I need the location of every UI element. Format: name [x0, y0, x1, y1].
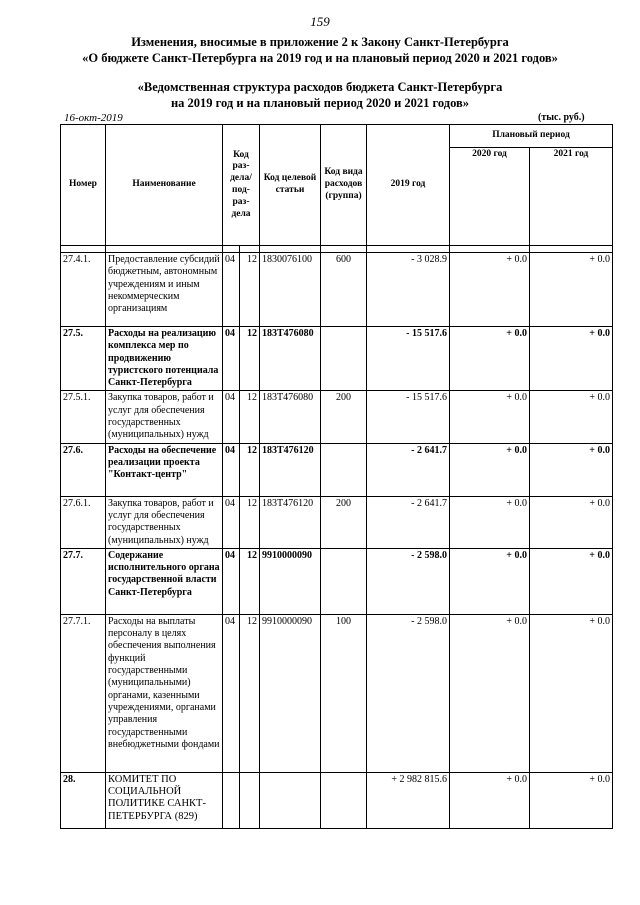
row-section: 04 — [223, 614, 240, 772]
header-number: Номер — [61, 125, 106, 246]
row-type — [321, 443, 367, 496]
table-row — [61, 253, 613, 327]
header-planned-period: Плановый период — [450, 125, 613, 148]
table-row — [61, 548, 613, 614]
row-number: 27.6. — [61, 443, 106, 496]
row-name: КОМИТЕТ ПО СОЦИАЛЬНОЙ ПОЛИТИКЕ САНКТ-ПЕТЕРБУРГА (829) — [106, 772, 223, 828]
row-section: 04 — [223, 391, 240, 443]
row-subsection: 12 — [240, 253, 260, 327]
row-2019: - 2 598.0 — [367, 548, 450, 614]
row-2020: + 0.0 — [450, 253, 530, 327]
row-type — [321, 327, 367, 391]
row-name: Расходы на реализацию комплекса мер по продвижению туристского потенциала Санкт-Петербурга — [106, 327, 223, 391]
row-type — [321, 548, 367, 614]
table-row — [61, 327, 613, 391]
subtitle-line-1: «Ведомственная структура расходов бюджета Санкт-Петербурга — [137, 80, 503, 94]
row-2020: + 0.0 — [450, 614, 530, 772]
row-target: 183Т476080 — [260, 327, 321, 391]
row-number: 27.5. — [61, 327, 106, 391]
row-name: Предоставление субсидий бюджетным, автономным учреждениям и иным некоммерческим организациям — [106, 253, 223, 327]
row-2021: + 0.0 — [530, 548, 613, 614]
row-name: Закупка товаров, работ и услуг для обеспечения государственных (муниципальных) нужд — [106, 391, 223, 443]
row-2021: + 0.0 — [530, 496, 613, 548]
row-type — [321, 772, 367, 828]
row-2020: + 0.0 — [450, 443, 530, 496]
row-type: 600 — [321, 253, 367, 327]
row-2020: + 0.0 — [450, 772, 530, 828]
row-name: Содержание исполнительного органа государственной власти Санкт-Петербурга — [106, 548, 223, 614]
row-2021: + 0.0 — [530, 614, 613, 772]
row-2020: + 0.0 — [450, 391, 530, 443]
row-name: Закупка товаров, работ и услуг для обеспечения государственных (муниципальных) нужд — [106, 496, 223, 548]
row-2020: + 0.0 — [450, 548, 530, 614]
subtitle-line-2: на 2019 год и на плановый период 2020 и 2021 годов» — [170, 96, 470, 110]
header-expense-type: Код вида расходов (группа) — [321, 125, 367, 246]
row-subsection: 12 — [240, 391, 260, 443]
row-number: 27.7. — [61, 548, 106, 614]
header-2019: 2019 год — [367, 125, 450, 246]
header-name: Наименование — [106, 125, 223, 246]
row-target: 1830076100 — [260, 253, 321, 327]
table-row — [61, 772, 613, 828]
row-section: 04 — [223, 548, 240, 614]
document-title — [0, 34, 640, 66]
row-subsection: 12 — [240, 327, 260, 391]
header-row — [61, 125, 613, 148]
row-2019: - 15 517.6 — [367, 391, 450, 443]
row-section: 04 — [223, 496, 240, 548]
row-2019: - 15 517.6 — [367, 327, 450, 391]
header-2020: 2020 год — [450, 148, 530, 246]
row-section: 04 — [223, 327, 240, 391]
row-number: 27.7.1. — [61, 614, 106, 772]
units-label: (тыс. руб.) — [538, 112, 585, 123]
table-row — [61, 614, 613, 772]
row-number: 27.4.1. — [61, 253, 106, 327]
row-type: 200 — [321, 391, 367, 443]
budget-table — [60, 124, 613, 829]
row-number: 28. — [61, 772, 106, 828]
row-2021: + 0.0 — [530, 772, 613, 828]
row-2019: - 2 641.7 — [367, 443, 450, 496]
row-target: 9910000090 — [260, 614, 321, 772]
spacer-row — [61, 246, 613, 253]
table-row — [61, 391, 613, 443]
row-2021: + 0.0 — [530, 327, 613, 391]
row-name: Расходы на выплаты персоналу в целях обеспечения выполнения функций государственными (муниципальными) органами, казенными учреждениями, органами управления государственными внебюджетными фондами — [106, 614, 223, 772]
row-2019: - 2 641.7 — [367, 496, 450, 548]
title-line-2: «О бюджете Санкт-Петербурга на 2019 год и на плановый период 2020 и 2021 годов» — [82, 51, 558, 65]
row-target: 9910000090 — [260, 548, 321, 614]
table-row — [61, 443, 613, 496]
row-2019: - 2 598.0 — [367, 614, 450, 772]
row-2020: + 0.0 — [450, 327, 530, 391]
document-date: 16-окт-2019 — [64, 112, 123, 124]
row-subsection: 12 — [240, 548, 260, 614]
row-name: Расходы на обеспечение реализации проекта "Контакт-центр" — [106, 443, 223, 496]
row-section: 04 — [223, 443, 240, 496]
row-section: 04 — [223, 253, 240, 327]
header-section-code: Код раз-дела/ под-раз-дела — [223, 125, 260, 246]
row-target: 183Т476080 — [260, 391, 321, 443]
row-subsection: 12 — [240, 496, 260, 548]
table-row — [61, 496, 613, 548]
header-2021: 2021 год — [530, 148, 613, 246]
row-subsection: 12 — [240, 614, 260, 772]
row-2021: + 0.0 — [530, 443, 613, 496]
row-2019: - 3 028.9 — [367, 253, 450, 327]
document-subtitle — [0, 79, 640, 111]
title-line-1: Изменения, вносимые в приложение 2 к Закону Санкт-Петербурга — [131, 35, 509, 49]
row-type: 100 — [321, 614, 367, 772]
row-2019: + 2 982 815.6 — [367, 772, 450, 828]
row-type: 200 — [321, 496, 367, 548]
row-2021: + 0.0 — [530, 253, 613, 327]
row-number: 27.5.1. — [61, 391, 106, 443]
row-subsection — [240, 772, 260, 828]
row-target: 183Т476120 — [260, 443, 321, 496]
row-2021: + 0.0 — [530, 391, 613, 443]
header-target-code: Код целевой статьи — [260, 125, 321, 246]
page-number: 159 — [310, 14, 330, 29]
row-subsection: 12 — [240, 443, 260, 496]
row-2020: + 0.0 — [450, 496, 530, 548]
row-number: 27.6.1. — [61, 496, 106, 548]
row-target — [260, 772, 321, 828]
row-target: 183Т476120 — [260, 496, 321, 548]
row-section — [223, 772, 240, 828]
